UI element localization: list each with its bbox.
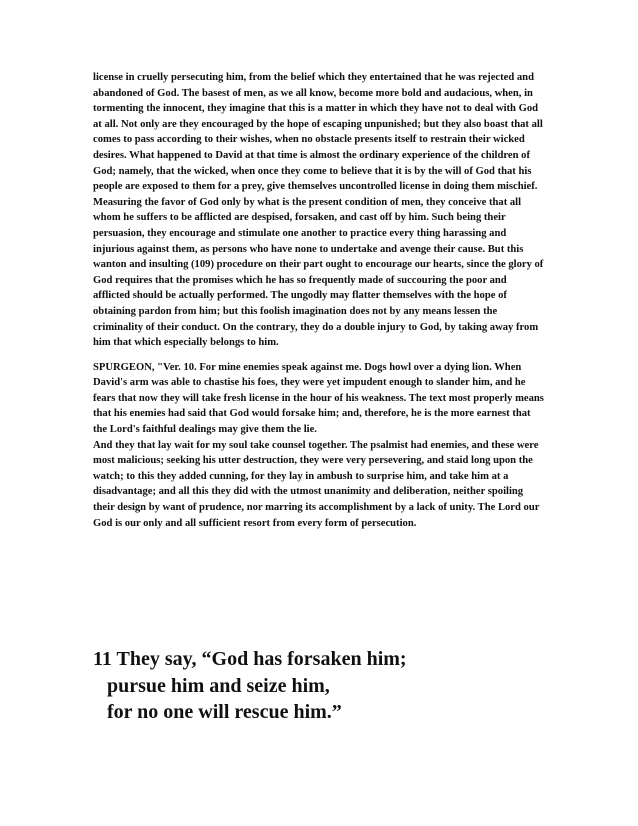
commentary-paragraph: license in cruelly persecuting him, from the belief which they entertained that he was rejected and abandoned of God. The basest of men, as we all know, become more bold and audacious, when, in tormenting the innocent, they imagine that this is a matter in which they have not to deal with God at all. Not only are they encouraged by the hope of escaping unpunished; but they also boast that all comes to pass according to their wishes, when no obstacle presents itself to restrain their wicked desires. What happened to David at that time is almost the ordinary experience of the children of God; namely, that the wicked, when once they come to believe that it is by the will of God that his people are exposed to them for a prey, give themselves uncontrolled license in doing them mischief. Measuring the favor of God only by what is the present condition of men, they conceive that all whom he suffers to be afflicted are despised, forsaken, and cast off by him. Such being their persuasion, they encourage and stimulate one another to practice every thing harassing and injurious against them, as persons who have none to undertake and avenge their cause. But this wanton and insulting (109) procedure on their part ought to encourage our hearts, since the glory of God requires that the promises which he has so frequently made of succouring the poor and afflicted should be actually performed. The ungodly may flatter themselves with the hope of obtaining pardon from him; but this foolish imagination does not by any means lessen the criminality of their conduct. On the contrary, they do a double injury to God, by taking away from him that which especially belongs to him. — [93, 72, 544, 349]
verse-line: 11 They say, “God has forsaken him; — [93, 648, 407, 670]
verse-line: pursue him and seize him, — [107, 674, 330, 697]
spurgeon-paragraph: SPURGEON, "Ver. 10. For mine enemies speak against me. Dogs howl over a dying lion. When David's arm was able to chastise his foes, they were yet impudent enough to slander him, and he fears that now they will take fresh license in the hour of his weakness. The text most properly means that his enemies had said that God would forsake him; and, therefore, he is the more earnest that the Lord's faithful dealings may give them the lie. — [93, 361, 544, 436]
verse-block — [93, 646, 573, 726]
commentary-text — [93, 70, 545, 531]
verse-line: for no one will rescue him.” — [107, 701, 342, 723]
commentary-paragraph: And they that lay wait for my soul take counsel together. The psalmist had enemies, and these were most malicious; seeking his utter destruction, they were very persevering, and staid long upon the watch; to this they added cunning, for they lay in ambush to surprise him, and take him at a disadvantage; and all this they did with the utmost unanimity and deliberation, neither spoiling their design by want of prudence, nor marring its accomplishment by a lack of unity. The Lord our God is our only and all sufficient resort from every form of persecution. — [93, 439, 540, 529]
